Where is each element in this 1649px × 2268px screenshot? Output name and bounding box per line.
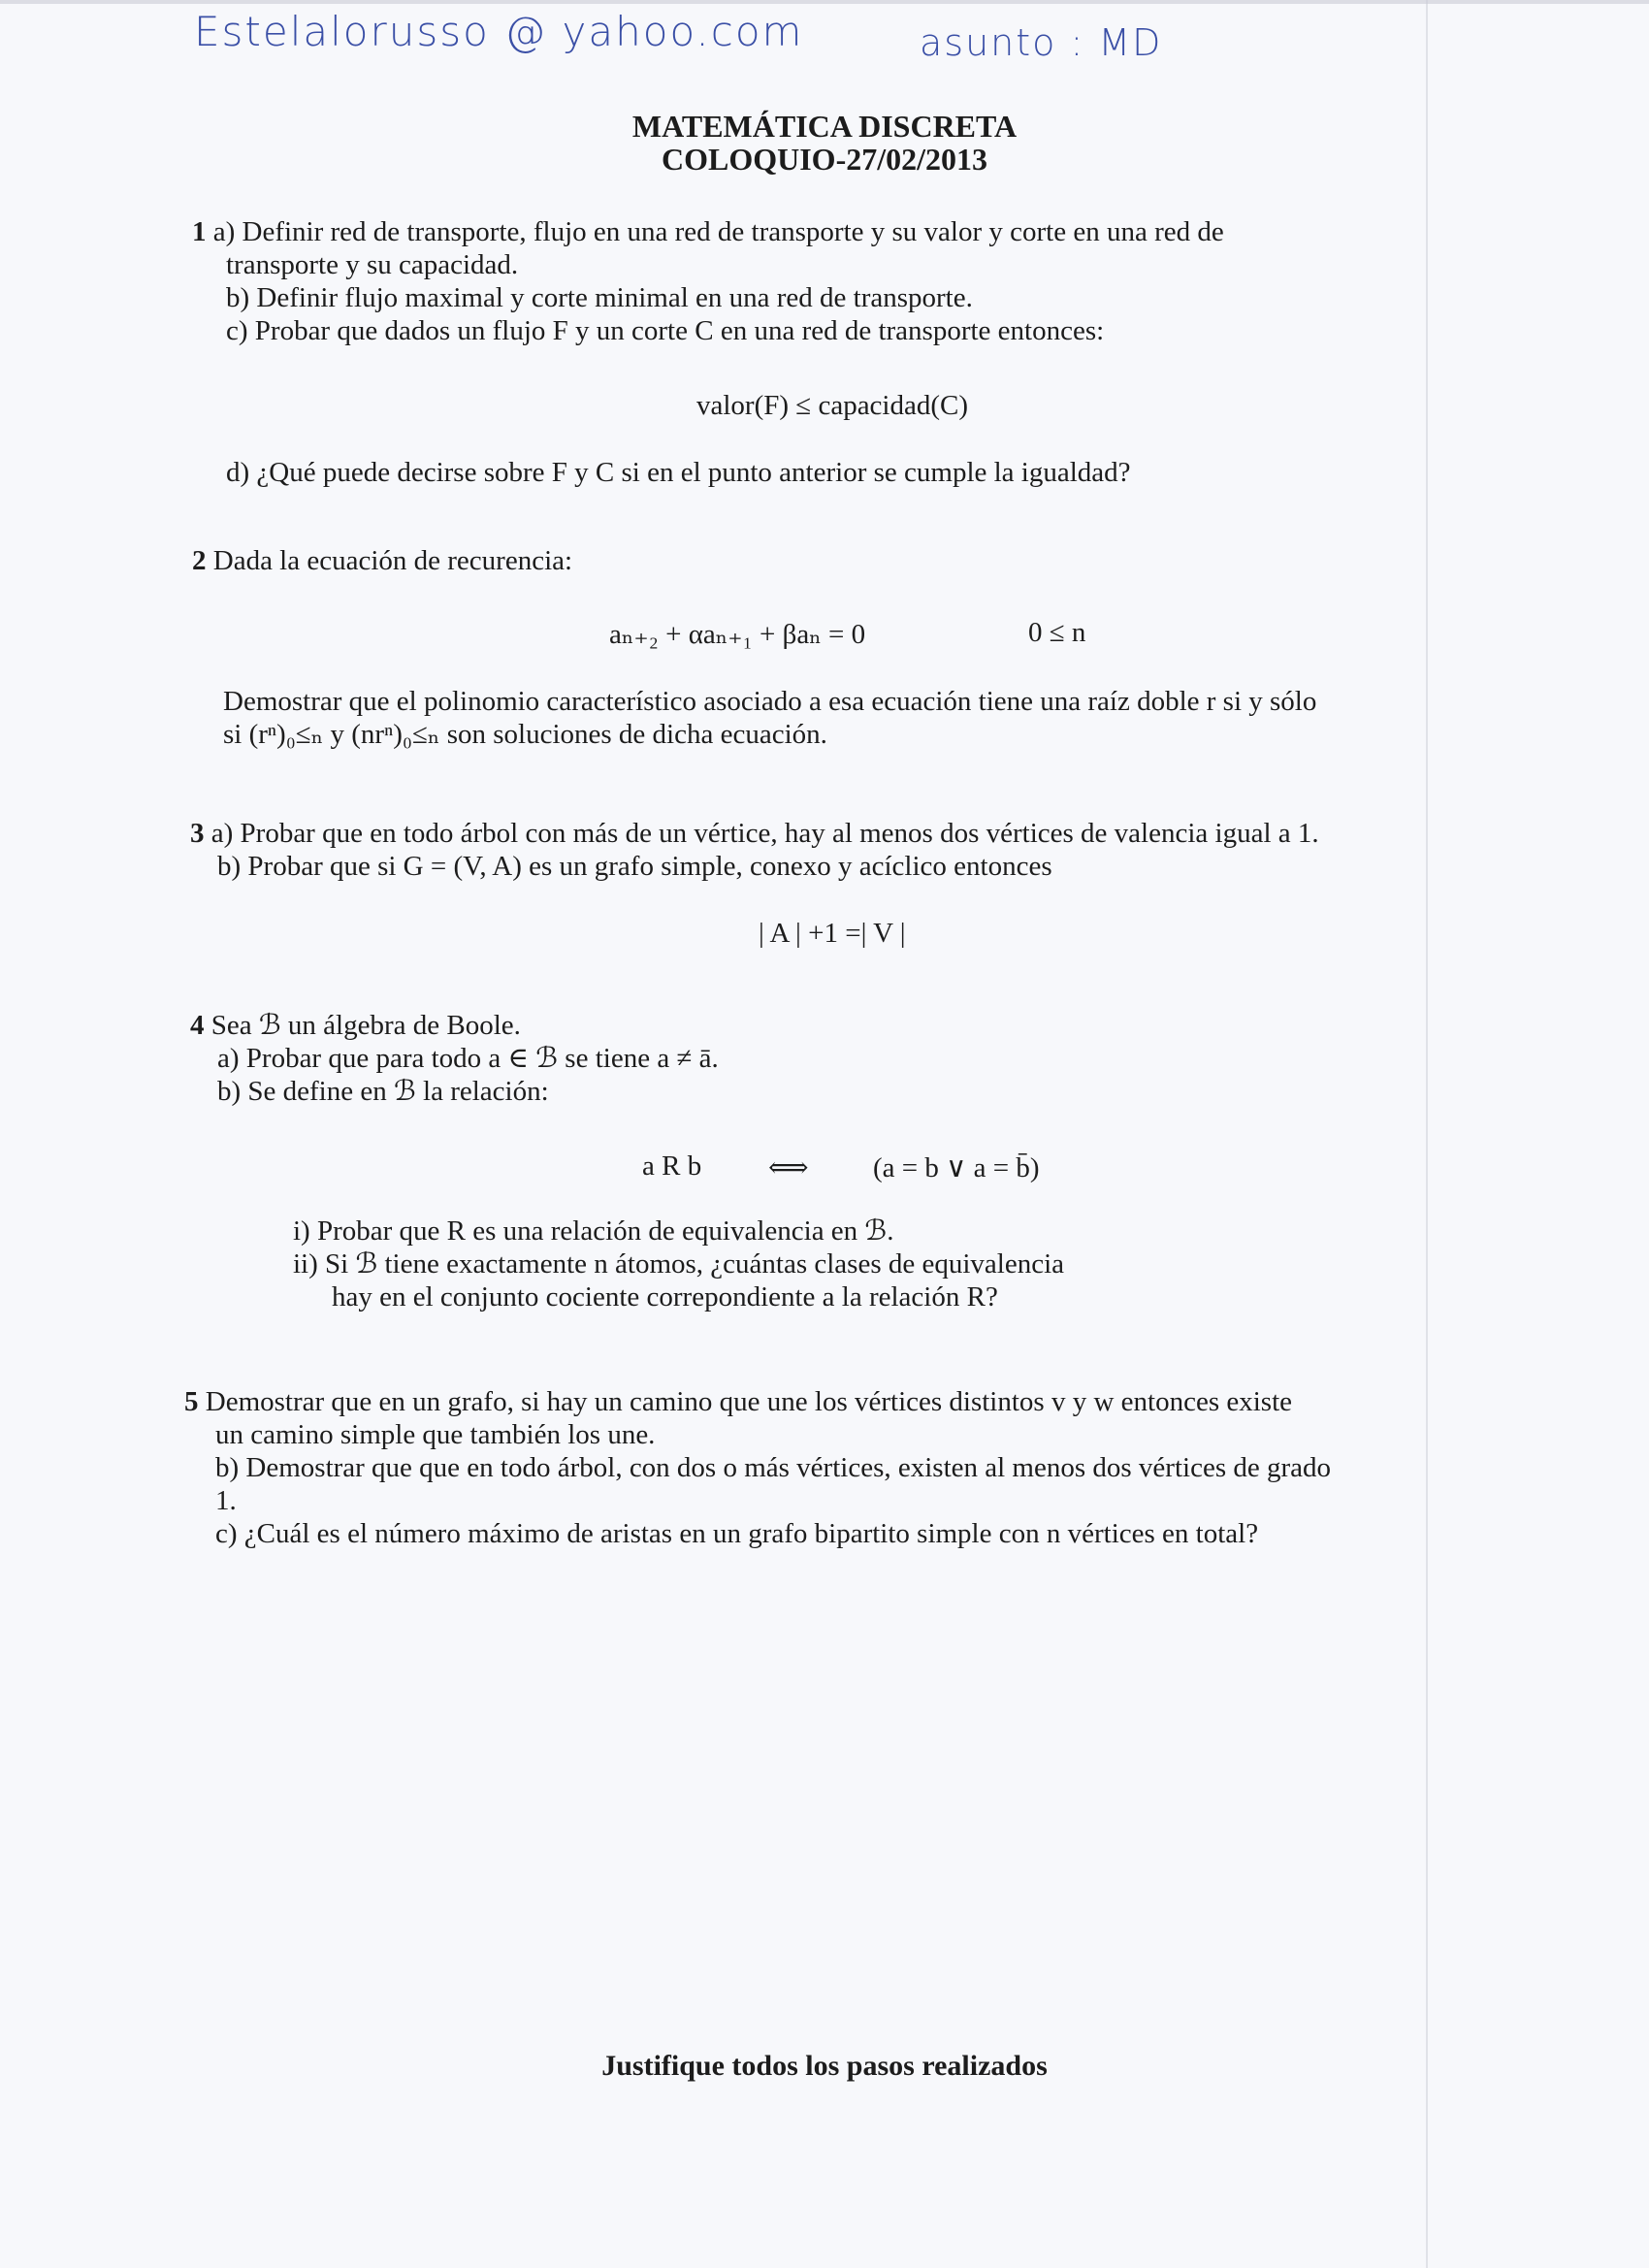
q1-formula: valor(F) ≤ capacidad(C) xyxy=(696,390,969,421)
q4-subitems xyxy=(293,1215,1457,1313)
q3-formula: | A | +1 =| V | xyxy=(759,918,906,949)
q2-formula: aₙ₊₂ + αaₙ₊₁ + βaₙ = 0 xyxy=(609,619,866,650)
question-3 xyxy=(190,817,1509,883)
q4-ii-line2: hay en el conjunto cociente correpondiente a la relación R? xyxy=(332,1281,998,1312)
q3-a: a) Probar que en todo árbol con más de un vértice, hay al menos dos vértices de valencia igual a 1. xyxy=(210,818,1319,849)
question-number: 3 xyxy=(190,818,205,849)
footer-note: Justifique todos los pasos realizados xyxy=(601,2050,1048,2082)
question-4 xyxy=(190,1009,1490,1108)
q5-b-line1: b) Demostrar que que en todo árbol, con dos o más vértices, existen al menos dos vértices de grado xyxy=(215,1452,1332,1483)
q5-a-line1: Demostrar que en un grafo, si hay un camino que une los vértices distintos v y w entonces existe xyxy=(205,1386,1293,1417)
q4-b: b) Se define en ℬ la relación: xyxy=(217,1076,549,1107)
q1-c: c) Probar que dados un flujo F y un corte C en una red de transporte entonces: xyxy=(226,315,1105,346)
q2-line2: si (rⁿ)₀≤ₙ y (nrⁿ)₀≤ₙ son soluciones de dicha ecuación. xyxy=(223,719,827,750)
q1-b: b) Definir flujo maximal y corte minimal en una red de transporte. xyxy=(226,282,973,313)
handwritten-subject: asunto : MD xyxy=(920,21,1163,64)
scan-top-line xyxy=(0,0,1649,4)
q4-formula-arrow: ⟺ xyxy=(768,1152,809,1183)
q4-ii-line1: ii) Si ℬ tiene exactamente n átomos, ¿cuántas clases de equivalencia xyxy=(293,1248,1065,1280)
question-number: 5 xyxy=(184,1386,199,1417)
q4-formula-right: (a = b ∨ a = b̄) xyxy=(873,1152,1040,1183)
q2-body xyxy=(223,685,1504,751)
q1-a-line1: a) Definir red de transporte, flujo en una red de transporte y su valor y corte en una red de xyxy=(212,216,1224,247)
question-5 xyxy=(184,1385,1504,1550)
question-1 xyxy=(192,215,1492,347)
question-number: 1 xyxy=(192,216,207,247)
q4-intro: Sea ℬ un álgebra de Boole. xyxy=(210,1010,521,1041)
q5-c: c) ¿Cuál es el número máximo de aristas en un grafo bipartito simple con n vértices en total? xyxy=(215,1518,1259,1549)
q2-line1: Demostrar que el polinomio característico asociado a esa ecuación tiene una raíz doble r si y sólo xyxy=(223,686,1317,717)
question-number: 4 xyxy=(190,1010,205,1041)
question-number: 2 xyxy=(192,545,207,576)
exam-subtitle: COLOQUIO-27/02/2013 xyxy=(661,142,987,177)
q2-intro: Dada la ecuación de recurencia: xyxy=(212,545,573,576)
question-2 xyxy=(192,544,1492,577)
q1-d: d) ¿Qué puede decirse sobre F y C si en el punto anterior se cumple la igualdad? xyxy=(226,457,1131,488)
q3-b: b) Probar que si G = (V, A) es un grafo simple, conexo y acíclico entonces xyxy=(217,851,1052,882)
q5-a-line2: un camino simple que también los une. xyxy=(215,1419,656,1450)
q5-b-line2: 1. xyxy=(215,1485,237,1516)
q1-a-line2: transporte y su capacidad. xyxy=(226,249,519,280)
exam-title: MATEMÁTICA DISCRETA xyxy=(631,109,1018,144)
q4-a: a) Probar que para todo a ∈ ℬ se tiene a ≠ ā. xyxy=(217,1043,719,1074)
q4-formula-left: a R b xyxy=(642,1150,702,1182)
handwritten-email: Estelalorusso @ yahoo.com xyxy=(194,8,804,55)
q4-i: i) Probar que R es una relación de equivalencia en ℬ. xyxy=(293,1215,894,1247)
q2-condition: 0 ≤ n xyxy=(1028,617,1086,648)
